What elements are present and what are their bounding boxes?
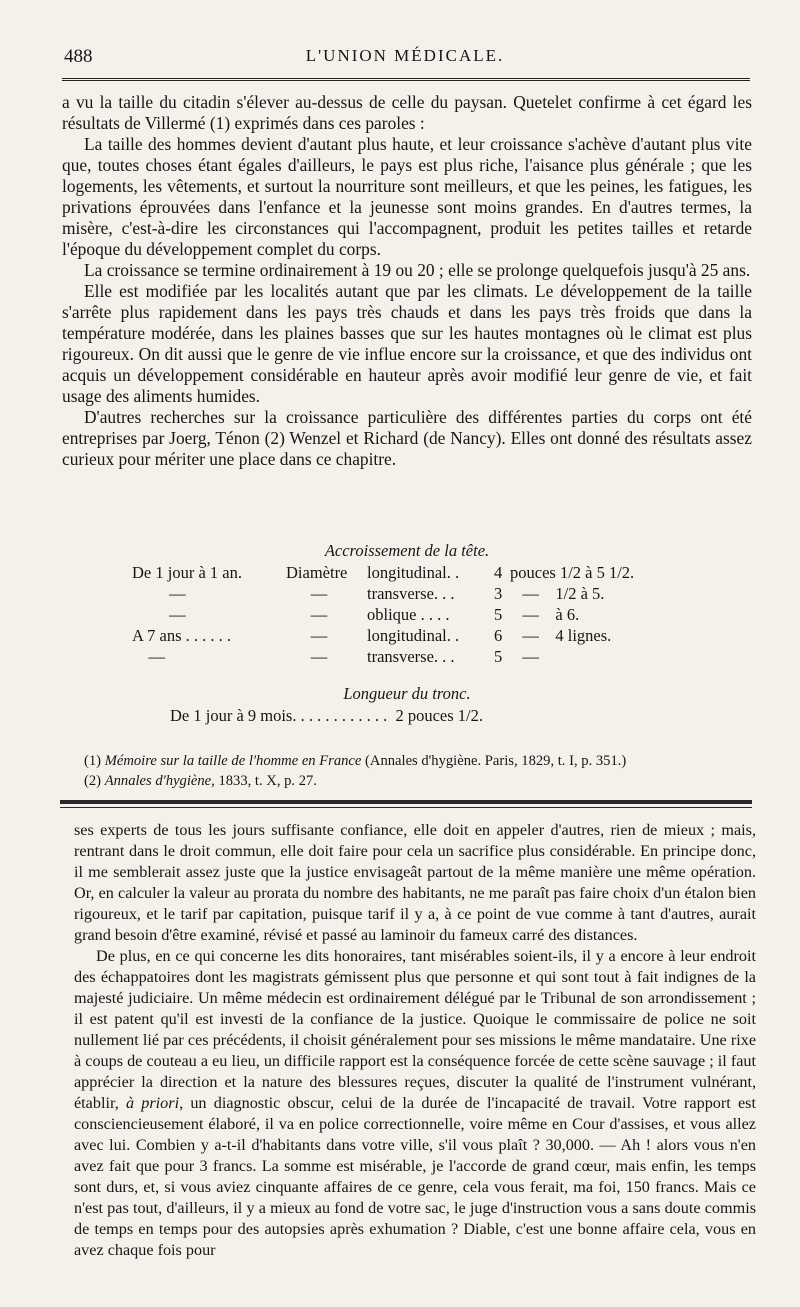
table-row [62,583,752,604]
table-cell: transverse. . . [367,647,455,666]
table-cell: — [286,647,328,666]
table-cell: — 1/2 à 5. [510,584,605,603]
paragraph: a vu la taille du citadin s'élever au-dessus de celle du paysan. Quetelet confirme à cet égard les résultats de Villermé (1) exprimés dans ces paroles : [62,92,752,133]
measurement-tables [62,540,752,726]
paragraph [74,946,756,1261]
table-caption-head: Accroissement de la tête. [324,541,490,560]
table-cell: De 1 jour à 1 an. [132,563,242,582]
table-cell: 5 [494,647,503,666]
footnote-title: Mémoire sur la taille de l'homme en France [104,753,362,769]
section-divider-thin [60,807,752,808]
upper-article [62,92,752,470]
paragraph: ses experts de tous les jours suffisante confiance, elle doit en appeler d'autres, rien de mieux ; mais, rentrant dans le droit commun, elle doit faire pour cela un sacrifice plus considérable. En principe donc, il me semblerait assez juste que la justice envisageât partout de la même manière une même opération. Or, en calculer la valeur au prorata du nombre des habitants, ne me paraît pas faire choix d'un étalon bien rigoureux, et le tarif par capitation, puisque tarif il y a, à ce point de vue comme à tant d'autres, aurait grand besoin d'être examiné, révisé et passé au laminoir du fameux carré des distances. [74,821,756,944]
lower-article [74,820,756,1261]
table-cell: longitudinal. . [367,563,460,582]
footnote [84,751,754,771]
paragraph: La taille des hommes devient d'autant plus haute, et leur croissance s'achève d'autant plus vite que, toutes choses étant égales d'ailleurs, le pays est plus riche, l'aisance plus générale ; que les logements, les vêtements, et surtout la nourriture sont meilleurs, et que les peines, les fatigues, les privations éprouvées dans l'enfance et la jeunesse sont moins grandes. En d'autres termes, la misère, c'est-à-dire les circonstances qui l'accompagnent, produit les petites tailles et retarde l'époque du développement complet du corps. [62,134,752,259]
table-cell: 5 [494,605,503,624]
footnote-number: (2) [84,773,102,789]
table-cell: 4 [494,563,503,582]
table-cell: A 7 ans . . . . . . [132,626,231,645]
table-row [62,562,752,583]
table-cell: longitudinal. . [367,626,460,645]
footnotes [84,751,754,791]
table-row [62,604,752,625]
footnote-text: 1833, t. X, p. 27. [214,773,317,789]
page-number: 488 [64,46,93,67]
running-title: L'UNION MÉDICALE. [305,46,505,65]
table-cell: Diamètre [286,563,348,582]
table-cell: — [286,605,328,624]
italic-phrase: à priori [125,1094,180,1112]
table-cell: — [132,584,186,603]
table-cell: — [132,605,186,624]
paragraph: Elle est modifiée par les localités autant que par les climats. Le développement de la taille s'arrête plus rapidement dans les pays très chauds et dans les pays très froids que dans la température modérée, dans les plaines basses que sur les hautes montagnes où le climat est plus rigoureux. On dit aussi que le genre de vie influe encore sur la croissance, et que des individus ont acquis un développement considérable en hauteur après avoir modifié leur genre de vie, et fait usage des aliments humides. [62,281,752,406]
table-row [62,646,752,667]
paragraph-text: De plus, en ce qui concerne les dits honoraires, tant misérables soient-ils, il y a encore à leur endroit des échappatoires dont les magistrats gémissent plus que personne et qui sont tout à fait indignes de la majesté judiciaire. Un même médecin est ordinairement délégué par le Tribunal de son arrondissement ; il est patent qu'il est investi de la confiance de la justice. Quoique le commissaire de police ne soit nullement lié par ces précédents, il choisit généralement pour ses missions le même mandataire. Une rixe à coups de couteau a eu lieu, un difficile rapport est la conséquence forcée de cette scène sauvage ; il faut apprécier la direction et la nature des blessures reçues, discuter la qualité de l'instrument vulnérant, établir, [74,947,756,1112]
section-divider [60,800,752,804]
table-cell: — [132,647,165,666]
paragraph: La croissance se termine ordinairement à 19 ou 20 ; elle se prolonge quelquefois jusqu'à 25 ans. [84,260,751,280]
paragraph: D'autres recherches sur la croissance particulière des différentes parties du corps ont été entreprises par Joerg, Ténon (2) Wenzel et Richard (de Nancy). Elles ont donné des résultats assez curieux pour mériter une place dans ce chapitre. [62,407,752,469]
table-cell: De 1 jour à 9 mois. . . . . . . . . . . . 2 pouces 1/2. [170,706,484,725]
table-row [62,625,752,646]
table-row [62,705,752,726]
table-cell: transverse. . . [367,584,455,603]
table-cell: oblique . . . . [367,605,450,624]
table-cell: pouces 1/2 à 5 1/2. [510,563,635,582]
table-cell: — [286,584,328,603]
table-cell: — à 6. [510,605,580,624]
table-caption-trunk: Longueur du tronc. [343,684,471,703]
footnote-title: Annales d'hygiène, [104,773,215,789]
paragraph-text: , un diagnostic obscur, celui de la durée de l'incapacité de travail. Votre rapport est consciencieusement élaboré, il va en police correctionnelle, voire même en Cour d'assises, et vous allez avec lui. Combien y a-t-il d'habitants dans votre ville, s'il vous plaît ? 30,000. — Ah ! alors vous n'en avez fait que pour 3 francs. La somme est misérable, je l'accorde de grand cœur, mais enfin, les temps sont durs, et, si vous aviez cinquante affaires de ce genre, cela vous ferait, ma foi, 150 francs. Mais ce n'est pas tout, d'ailleurs, il y a mieux au fond de votre sac, le juge d'instruction vous a sans doute commis de temps en temps pour des autopsies après exhumation ? Diable, c'est une bonne affaire cela, vous en avez chaque fois pour [74,1094,756,1259]
footnote [84,771,754,791]
page-header [60,46,750,72]
table-cell: — 4 lignes. [510,626,612,645]
footnote-text: (Annales d'hygiène. Paris, 1829, t. I, p. 351.) [361,753,627,769]
header-rule [62,78,750,81]
table-cell: — [286,626,328,645]
table-cell: 3 [494,584,503,603]
table-cell: 6 [494,626,503,645]
table-cell: — [510,647,539,666]
footnote-number: (1) [84,753,102,769]
